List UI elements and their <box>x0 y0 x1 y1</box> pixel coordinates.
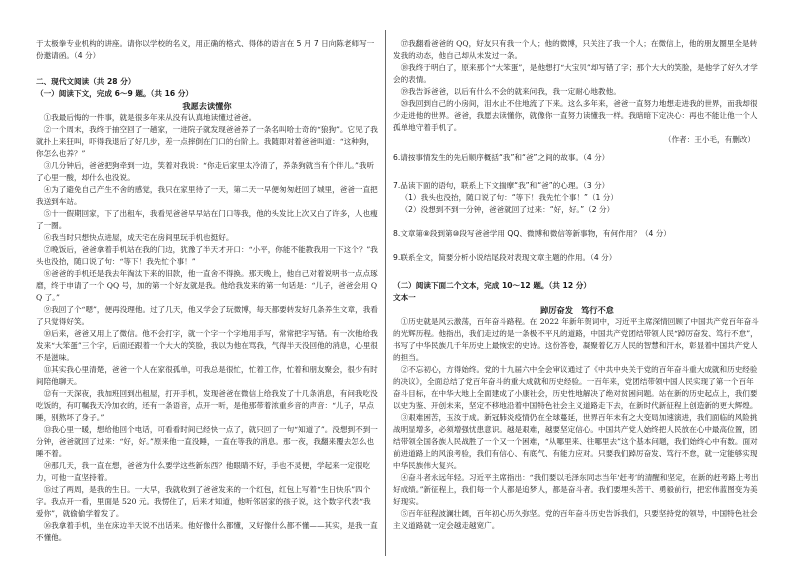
right-column <box>393 38 761 552</box>
article-paragraph: ②不忘初心，方得始终。党的十九届六中全会审议通过了《中共中央关于党的百年奋斗重大成就和历史经验的决议》，全面总结了党百年奋斗的重大成就和历史经验。一百年来，党团结带领中国人民实现了第一个百年奋斗目标，在中华大地上全面建成了小康社会，历史性地解决了绝对贫困问题。站在新的历史起点上，我们要以史为鉴、开创未来，坚定不移地沿着中国特色社会主义道路走下去，在新时代新征程上创造新的更大辉煌。 <box>393 365 758 410</box>
article-paragraph: ④奋斗者永远年轻。习近平主席指出：“我们要以毛泽东同志当年‘赶考’的清醒和坚定，在新的赶考路上考出好成绩。”新征程上，我们每一个人都是追梦人，都是奋斗者。我们要埋头苦干、勇毅前行，把宏伟蓝图变为美好现实。 <box>393 473 759 506</box>
story-paragraph: ⑭那几天，我一直在想，爸爸为什么要学这些新东西？他眼睛不好，手也不灵便，学起来一定很吃力，可他一直坚持着。 <box>36 461 371 482</box>
question-8: 8.文章第⑧段到第⑩段写爸爸学用 QQ、微博和微信等新事物，有何作用？（4 分） <box>393 229 671 238</box>
article-paragraph: ①历史就是风云激荡，百年奋斗路程。在 2022 年新年贺词中，习近平主席深情回顾了中国共产党百年奋斗的光辉历程。他指出，我们走过的是一条极不平凡的道路，中国共产党团结带领人民“踔厉奋发、笃行不怠”，书写了中华民族几千年历史上最恢宏的史诗。这份答卷，凝聚着亿万人民的智慧和汗水，彰显着中国共产党人的担当。 <box>393 317 759 362</box>
column-divider <box>385 30 386 556</box>
article-paragraph: ③艰难困苦，玉汝于成。新冠肺炎疫情仍在全球蔓延，世界百年未有之大变局加速演进，我们面临的风险挑战明显增多，必须增强忧患意识。越是艰难，越要坚定信心。中国共产党人始终把人民放在心中最高位置，团结带领全国各族人民战胜了一个又一个困难，“从哪里来、往哪里去”这个基本问题，我们始终心中有数。面对前进道路上的风浪考验，我们有信心、有底气、有能力应对。只要我们踔厉奋发、笃行不怠，就一定能够实现中华民族伟大复兴。 <box>393 413 758 470</box>
story-paragraph: ①我最后悔的一件事，就是很多年来从没有认真地读懂过爸爸。 <box>43 113 257 122</box>
question-7: 7.品读下面的语句，联系上下文揣摩“我”和“爸”的心理。（3 分） <box>393 181 610 190</box>
question-7-item-1: （1）我头也没抬，随口说了句：“等下！我先忙个事！”（1 分） <box>400 193 618 202</box>
part2-title: （二）阅读下面二个文本，完成 10～12 题。（共 12 分） <box>393 281 591 290</box>
story-paragraph: ③几分钟后，爸爸把狗牵到一边，笑着对我说：“你走后家里太冷清了，养条狗就当有个伴儿。”我听了心里一酸，却什么也没说。 <box>36 161 375 182</box>
article-title: 踔厉奋发 笃行不怠 <box>540 305 614 315</box>
story-paragraph: ⑬我心里一暖，想给他回个电话，可看看时间已经快一点了，就只回了一句“知道了”。没想到不到一分钟，爸爸就回了过来：“好，好。”原来他一直没睡，一直在等我的消息。那一夜，我翻来覆去怎么也睡不着。 <box>36 425 378 458</box>
story-attribution: （作者：王小毛，有删改） <box>663 135 755 144</box>
story-title: 我愿去读懂你 <box>182 101 232 111</box>
left-column <box>36 38 378 552</box>
story-paragraph: ⑲我告诉爸爸，以后有什么不会的就来问我，我一定耐心地教他。 <box>400 87 621 96</box>
story-paragraph: ⑦晚饭后，爸爸拿着手机站在我的门边，犹豫了半天才开口：“小平，你能不能教我用一下这个？”我头也没抬，随口说了句：“等下！我先忙个事！” <box>36 245 378 266</box>
story-paragraph: ⑥我当时只想快点进屋，成天宅在房间里玩手机也挺好。 <box>43 233 234 242</box>
writing-task-intro: 于太极拳专业机构的讲座。请你以学校的名义，用正确的格式、得体的语言在 5 月 7 日向陈老师写一份邀请函。（4 分） <box>36 39 375 60</box>
question-6: 6.请按事情发生的先后顺序概括“我”和“爸”之间的故事。（4 分） <box>393 153 610 162</box>
story-paragraph: ⑰我翻看爸爸的 QQ，好友只有我一个人；他的微博，只关注了我一个人；在微信上，他的朋友圈里全是转发我的动态，他自己却从未发过一条。 <box>393 39 758 60</box>
question-7-item-2: （2）没想到不到一分钟，爸爸就回了过来：“好，好。”（2 分） <box>400 205 615 214</box>
story-paragraph: ⑪其实我心里清楚，爸爸一个人在家很孤单，可我总是很忙，忙着工作，忙着和朋友聚会，很少有时间陪他聊天。 <box>36 365 378 386</box>
story-paragraph: ⑳我回到自己的小房间，泪水止不住地流了下来。这么多年来，爸爸一直努力地想走进我的世界，而我却很少走进他的世界。爸爸，我愿去读懂你，就像你一直努力读懂我一样。我暗暗下定决心：再也不能让他一个人孤单地守着手机了。 <box>393 99 758 132</box>
story-paragraph: ②一个周末，我终于抽空回了一趟家，一进院子就发现爸爸养了一条名叫哈士奇的“狼狗”。它见了我就扑上来狂叫，吓得我退后了好几步，差一点摔倒在门口的台阶上。我随即对着爸爸叫道：“这种狗，你怎么也养？” <box>36 125 378 158</box>
question-9: 9.联系全文，简要分析小说结尾段对表现文章主题的作用。（4 分） <box>393 253 617 262</box>
story-paragraph: ⑮过了两周，是我的生日。一大早，我就收到了爸爸发来的一个红包，红包上写着“生日快乐”四个字。我点开一看，里面是 520 元。我愣住了，后来才知道，他听邻居家的孩子说，这个数字代表“我爱你”，就偷偷学着发了。 <box>36 485 371 518</box>
section-title: 二、现代文阅读（共 28 分） <box>36 77 136 86</box>
story-paragraph: ④为了避免自己产生不舍的感觉，我只在家里待了一天，第二天一早便匆匆赶回了城里，爸爸一直把我送到车站。 <box>36 185 378 206</box>
story-paragraph: ⑯我拿着手机，坐在床边半天说不出话来。他好像什么都懂，又好像什么都不懂——其实，是我一直不懂他。 <box>36 521 378 542</box>
article-paragraph: ⑤百年征程波澜壮阔，百年初心历久弥坚。党的百年奋斗历史告诉我们，只要坚持党的领导，中国特色社会主义道路就一定会越走越宽广。 <box>393 509 758 530</box>
story-paragraph: ⑱我终于明白了，原来那个“大笨蛋”，是他想打“大宝贝”却写错了字；那个大大的笑脸，是他学了好久才学会的表情。 <box>393 63 758 84</box>
story-paragraph: ⑫有一天深夜，我加班回到出租屋，打开手机，发现爸爸在微信上给我发了十几条消息，有问我吃没吃饭的，有叮嘱我天冷加衣的，还有一条语音，点开一听，是他那带着浓重乡音的声音：“儿子，早点睡，别熬坏了身子。” <box>36 389 378 422</box>
story-paragraph: ⑨我回了个“嗯”，便再没理他。过了几天，他又学会了玩微博，每天都要转发好几条养生文章，我看了只觉得好笑。 <box>36 305 378 326</box>
story-paragraph: ⑩后来，爸爸又用上了微信。他不会打字，就一个字一个字地用手写，常常把字写错。有一次他给我发来“大笨蛋”三个字，后面还跟着一个大大的笑脸，我以为他在骂我，气得半天没回他的消息，心里很不是滋味。 <box>36 329 378 362</box>
story-paragraph: ⑧爸爸的手机还是我去年淘汰下来的旧款，他一直舍不得换。那天晚上，他自己对着说明书一点点琢磨，终于申请了一个 QQ 号，加的第一个好友就是我。他给我发来的第一句话是：“儿子，爸爸会用 QQ 了。” <box>36 269 378 302</box>
text-label: 文本一 <box>393 293 416 302</box>
part1-title: （一）阅读下文，完成 6～9 题。（共 16 分） <box>36 89 194 98</box>
story-paragraph: ⑤十一假期回家，下了出租车，我看见爸爸早早站在门口等我，他的头发比上次又白了许多，人也瘦了一圈。 <box>36 209 378 230</box>
